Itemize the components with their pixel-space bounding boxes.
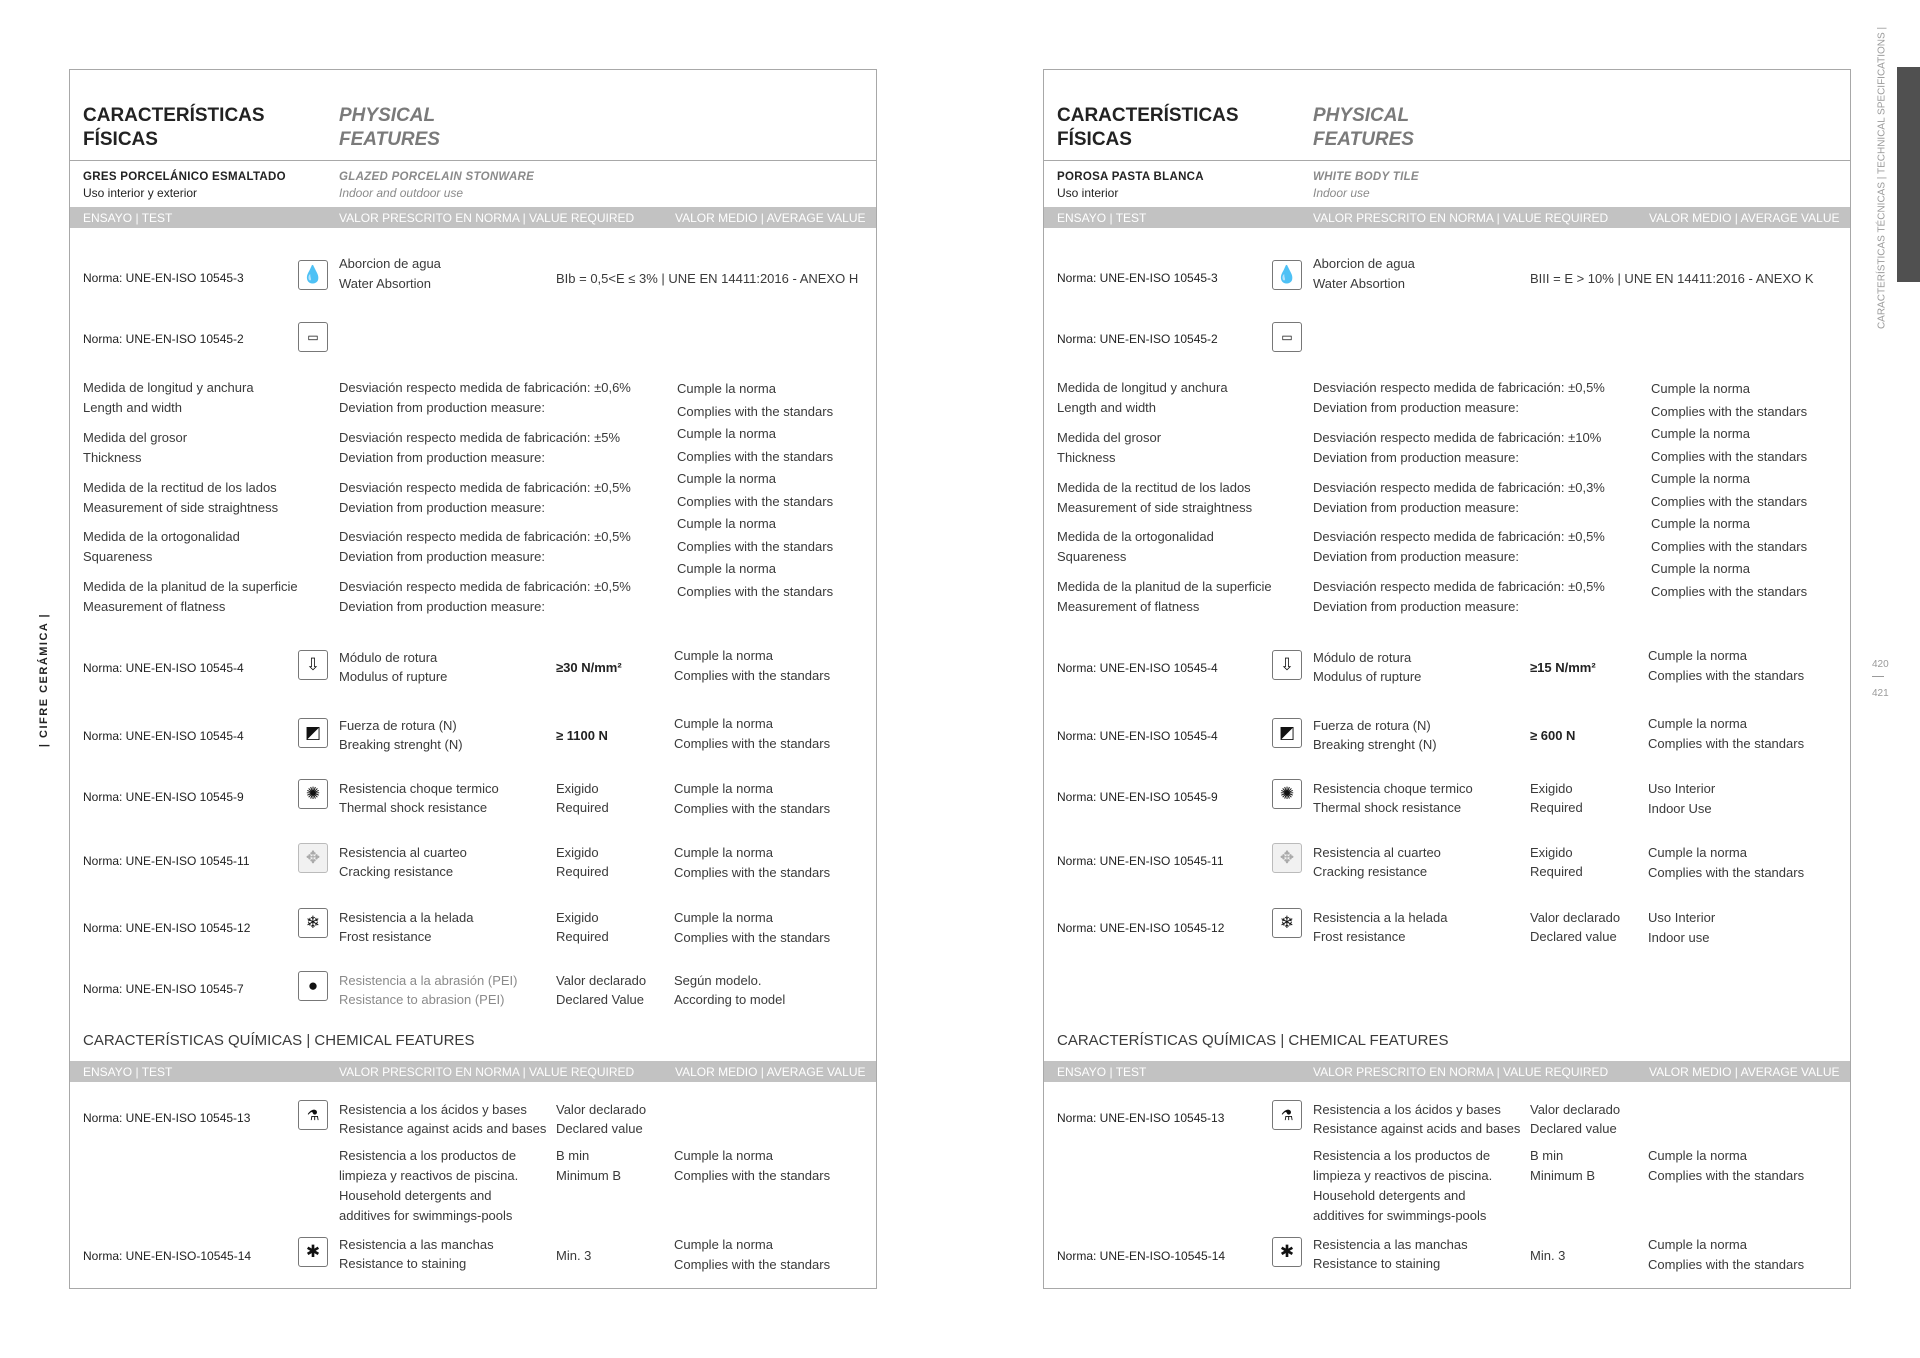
chemical-icon: ⚗: [1272, 1100, 1302, 1130]
dim-row: Medida del grosor Thickness: [1057, 430, 1162, 465]
dim-deviation: Desviación respecto medida de fabricación: ±0,5% Deviation from production measure:: [339, 480, 631, 515]
title-es: CARACTERÍSTICAS FÍSICAS: [83, 105, 265, 150]
average-value: Uso Interior Indoor Use: [1648, 781, 1716, 816]
thermal-shock-icon: ✺: [1272, 779, 1302, 809]
average-value: Cumple la norma Complies with the standars: [1648, 716, 1805, 751]
spine-label-right: CARACTERÍSTICAS TÉCNICAS | TECHNICAL SPECIFICATIONS |: [1876, 26, 1888, 330]
norma-label: Norma: UNE-EN-ISO 10545-13: [83, 1111, 251, 1125]
average-value: Cumple la norma Complies with the standars: [1648, 845, 1805, 880]
dim-row: Medida de la rectitud de los lados Measurement of side straightness: [1057, 480, 1253, 515]
test-name: Resistencia a los productos de limpieza y reactivos de piscina. Household detergents and additives for swimmings-pools: [339, 1148, 519, 1223]
average-value: Cumple la norma Complies with the standars: [674, 845, 831, 880]
title-en: PHYSICAL FEATURES: [339, 105, 440, 150]
divider: [70, 160, 876, 161]
required-value: BIII = E > 10% | UNE EN 14411:2016 - ANEXO K: [1530, 271, 1814, 286]
water-drop-icon: 💧: [1272, 260, 1302, 290]
dim-row: Medida de la planitud de la superficie Measurement of flatness: [83, 579, 298, 614]
stain-icon: ✱: [1272, 1237, 1302, 1267]
table-header: ENSAYO | TEST VALOR PRESCRITO EN NORMA | VALUE REQUIRED VALOR MEDIO | AVERAGE VALUE: [70, 207, 876, 228]
average-value: Cumple la norma Complies with the standars: [1648, 648, 1805, 683]
required-value: ≥ 600 N: [1530, 728, 1576, 743]
dim-row: Medida de longitud y anchura Length and width: [1057, 380, 1228, 415]
material-es: POROSA PASTA BLANCA Uso interior: [1057, 171, 1204, 200]
required-value: Exigido Required: [556, 845, 609, 879]
dim-row: Medida del grosor Thickness: [83, 430, 188, 465]
required-value: Valor declarado Declared value: [1530, 910, 1621, 944]
material-en: WHITE BODY TILE Indoor use: [1313, 171, 1419, 200]
dim-row: Medida de la ortogonalidad Squareness: [1057, 529, 1214, 564]
test-name: Resistencia a las manchas Resistance to staining: [339, 1237, 494, 1271]
dim-deviation: Desviación respecto medida de fabricación: ±0,5% Deviation from production measure:: [1313, 380, 1605, 415]
norma-label: Norma: UNE-EN-ISO 10545-7: [83, 982, 244, 996]
dim-row: Medida de la planitud de la superficie Measurement of flatness: [1057, 579, 1272, 614]
test-name: Resistencia al cuarteo Cracking resistance: [339, 845, 467, 879]
required-value: Valor declarado Declared Value: [556, 973, 647, 1007]
material-en: GLAZED PORCELAIN STONWARE Indoor and outdoor use: [339, 171, 535, 200]
spec-panel-white-body: [1043, 69, 1851, 1289]
required-value: Exigido Required: [1530, 845, 1583, 879]
average-value: Cumple la norma Complies with the standars: [674, 910, 831, 945]
required-value: B min Minimum B: [1530, 1148, 1596, 1183]
breaking-icon: ◩: [1272, 718, 1302, 748]
average-value: Cumple la norma Complies with the standars: [1648, 1237, 1805, 1272]
water-drop-icon: 💧: [298, 260, 328, 290]
average-value: Cumple la norma Complies with the standars: [674, 648, 831, 683]
test-name: Aborcion de agua Water Absortion: [1313, 256, 1415, 291]
table-header: ENSAYO | TEST VALOR PRESCRITO EN NORMA | VALUE REQUIRED VALOR MEDIO | AVERAGE VALUE: [1044, 1061, 1850, 1082]
dim-deviation: Desviación respecto medida de fabricación: ±0,5% Deviation from production measure:: [1313, 579, 1605, 614]
dim-compliance: Cumple la norma Complies with the standars Cumple la norma Complies with the standars Cumple la norma Complies with the standars Cumple la norma Complies with the standars Cumple la norma Complies with the standars: [1651, 381, 1808, 599]
ruler-icon: ▭: [1272, 322, 1302, 352]
test-name: Módulo de rotura Modulus of rupture: [339, 650, 448, 684]
spine-label-left: | CIFRE CERÁMICA |: [38, 612, 50, 748]
required-value: Exigido Required: [556, 910, 609, 944]
norma-label: Norma: UNE-EN-ISO 10545-13: [1057, 1111, 1225, 1125]
snowflake-icon: ❄: [1272, 908, 1302, 938]
norma-label: Norma: UNE-EN-ISO 10545-2: [83, 332, 244, 346]
required-value: Exigido Required: [556, 781, 609, 815]
chemical-icon: ⚗: [298, 1100, 328, 1130]
dim-deviation: Desviación respecto medida de fabricación: ±0,5% Deviation from production measure:: [339, 529, 631, 564]
required-value: ≥30 N/mm²: [556, 660, 622, 675]
test-name: Aborcion de agua Water Absortion: [339, 256, 441, 291]
test-name: Resistencia a los productos de limpieza y reactivos de piscina. Household detergents and additives for swimmings-pools: [1313, 1148, 1493, 1223]
dim-deviation: Desviación respecto medida de fabricación: ±0,3% Deviation from production measure:: [1313, 480, 1605, 515]
dim-row: Medida de la rectitud de los lados Measurement of side straightness: [83, 480, 279, 515]
title-es: CARACTERÍSTICAS FÍSICAS: [1057, 105, 1239, 150]
dim-deviation: Desviación respecto medida de fabricación: ±0,6% Deviation from production measure:: [339, 380, 631, 415]
average-value: Cumple la norma Complies with the standars: [674, 716, 831, 751]
page-number-left: 420: [1872, 659, 1889, 670]
test-name: Resistencia choque termico Thermal shock resistance: [1313, 781, 1473, 815]
page-number-right: 421: [1872, 688, 1889, 699]
norma-label: Norma: UNE-EN-ISO 10545-4: [1057, 729, 1218, 743]
thermal-shock-icon: ✺: [298, 779, 328, 809]
required-value: Exigido Required: [1530, 781, 1583, 815]
dim-deviation: Desviación respecto medida de fabricación: ±0,5% Deviation from production measure:: [339, 579, 631, 614]
norma-label: Norma: UNE-EN-ISO-10545-14: [1057, 1249, 1226, 1263]
norma-label: Norma: UNE-EN-ISO 10545-9: [83, 790, 244, 804]
average-value: Cumple la norma Complies with the standars: [674, 1237, 831, 1272]
norma-label: Norma: UNE-EN-ISO-10545-14: [83, 1249, 252, 1263]
test-name: Resistencia a la helada Frost resistance: [339, 910, 474, 944]
test-name: Resistencia a la helada Frost resistance: [1313, 910, 1448, 944]
title-en: PHYSICAL FEATURES: [1313, 105, 1414, 150]
required-value: Min. 3: [556, 1248, 592, 1263]
test-name: Resistencia a la abrasión (PEI) Resistance to abrasion (PEI): [339, 973, 518, 1007]
table-header: ENSAYO | TEST VALOR PRESCRITO EN NORMA | VALUE REQUIRED VALOR MEDIO | AVERAGE VALUE: [1044, 207, 1850, 228]
table-header: ENSAYO | TEST VALOR PRESCRITO EN NORMA | VALUE REQUIRED VALOR MEDIO | AVERAGE VALUE: [70, 1061, 876, 1082]
average-value: Cumple la norma Complies with the standars: [1648, 1148, 1805, 1183]
dim-deviation: Desviación respecto medida de fabricación: ±0,5% Deviation from production measure:: [1313, 529, 1605, 564]
test-name: Fuerza de rotura (N) Breaking strenght (N): [339, 718, 463, 752]
average-value: Cumple la norma Complies with the standars: [674, 781, 831, 816]
dim-compliance: Cumple la norma Complies with the standars Cumple la norma Complies with the standars Cumple la norma Complies with the standars Cumple la norma Complies with the standars Cumple la norma Complies with the standars: [677, 381, 834, 599]
norma-label: Norma: UNE-EN-ISO 10545-9: [1057, 790, 1218, 804]
norma-label: Norma: UNE-EN-ISO 10545-11: [1057, 854, 1224, 868]
chemical-section-title: CARACTERÍSTICAS QUÍMICAS | CHEMICAL FEATURES: [1057, 1032, 1449, 1049]
required-value: Min. 3: [1530, 1248, 1566, 1263]
test-name: Módulo de rotura Modulus of rupture: [1313, 650, 1422, 684]
norma-label: Norma: UNE-EN-ISO 10545-4: [83, 661, 244, 675]
test-name: Resistencia choque termico Thermal shock resistance: [339, 781, 499, 815]
rupture-icon: ⇩: [1272, 650, 1302, 680]
norma-label: Norma: UNE-EN-ISO 10545-12: [83, 921, 251, 935]
average-value: Uso Interior Indoor use: [1648, 910, 1716, 945]
norma-label: Norma: UNE-EN-ISO 10545-3: [1057, 271, 1218, 285]
test-name: Resistencia al cuarteo Cracking resistance: [1313, 845, 1441, 879]
material-es: GRES PORCELÁNICO ESMALTADO Uso interior y exterior: [83, 171, 286, 200]
section-tab: [1897, 67, 1920, 282]
average-value: Según modelo. According to model: [674, 973, 786, 1007]
norma-label: Norma: UNE-EN-ISO 10545-4: [83, 729, 244, 743]
dim-deviation: Desviación respecto medida de fabricación: ±10% Deviation from production measure:: [1313, 430, 1602, 465]
average-value: Cumple la norma Complies with the standars: [674, 1148, 831, 1183]
test-name: Fuerza de rotura (N) Breaking strenght (N): [1313, 718, 1437, 752]
test-name: Resistencia a los ácidos y bases Resistance against acids and bases: [339, 1102, 547, 1136]
chemical-section-title: CARACTERÍSTICAS QUÍMICAS | CHEMICAL FEATURES: [83, 1032, 475, 1049]
breaking-icon: ◩: [298, 718, 328, 748]
norma-label: Norma: UNE-EN-ISO 10545-3: [83, 271, 244, 285]
stain-icon: ✱: [298, 1237, 328, 1267]
dim-deviation: Desviación respecto medida de fabricación: ±5% Deviation from production measure:: [339, 430, 621, 465]
required-value: BIb = 0,5<E ≤ 3% | UNE EN 14411:2016 - ANEXO H: [556, 271, 859, 286]
page-number-divider: [1872, 676, 1884, 677]
snowflake-icon: ❄: [298, 908, 328, 938]
required-value: Valor declarado Declared value: [556, 1102, 647, 1136]
divider: [1044, 160, 1850, 161]
norma-label: Norma: UNE-EN-ISO 10545-2: [1057, 332, 1218, 346]
rupture-icon: ⇩: [298, 650, 328, 680]
norma-label: Norma: UNE-EN-ISO 10545-4: [1057, 661, 1218, 675]
dim-row: Medida de longitud y anchura Length and width: [83, 380, 254, 415]
spec-panel-porcelain: [69, 69, 877, 1289]
norma-label: Norma: UNE-EN-ISO 10545-12: [1057, 921, 1225, 935]
norma-label: Norma: UNE-EN-ISO 10545-11: [83, 854, 250, 868]
ruler-icon: ▭: [298, 322, 328, 352]
cracking-icon: ✥: [298, 843, 328, 873]
test-name: Resistencia a los ácidos y bases Resistance against acids and bases: [1313, 1102, 1521, 1136]
required-value: B min Minimum B: [556, 1148, 622, 1183]
required-value: ≥15 N/mm²: [1530, 660, 1596, 675]
test-name: Resistencia a las manchas Resistance to staining: [1313, 1237, 1468, 1271]
dim-row: Medida de la ortogonalidad Squareness: [83, 529, 240, 564]
cracking-icon: ✥: [1272, 843, 1302, 873]
required-value: Valor declarado Declared value: [1530, 1102, 1621, 1136]
required-value: ≥ 1100 N: [556, 728, 608, 743]
abrasion-icon: ●: [298, 971, 328, 1001]
